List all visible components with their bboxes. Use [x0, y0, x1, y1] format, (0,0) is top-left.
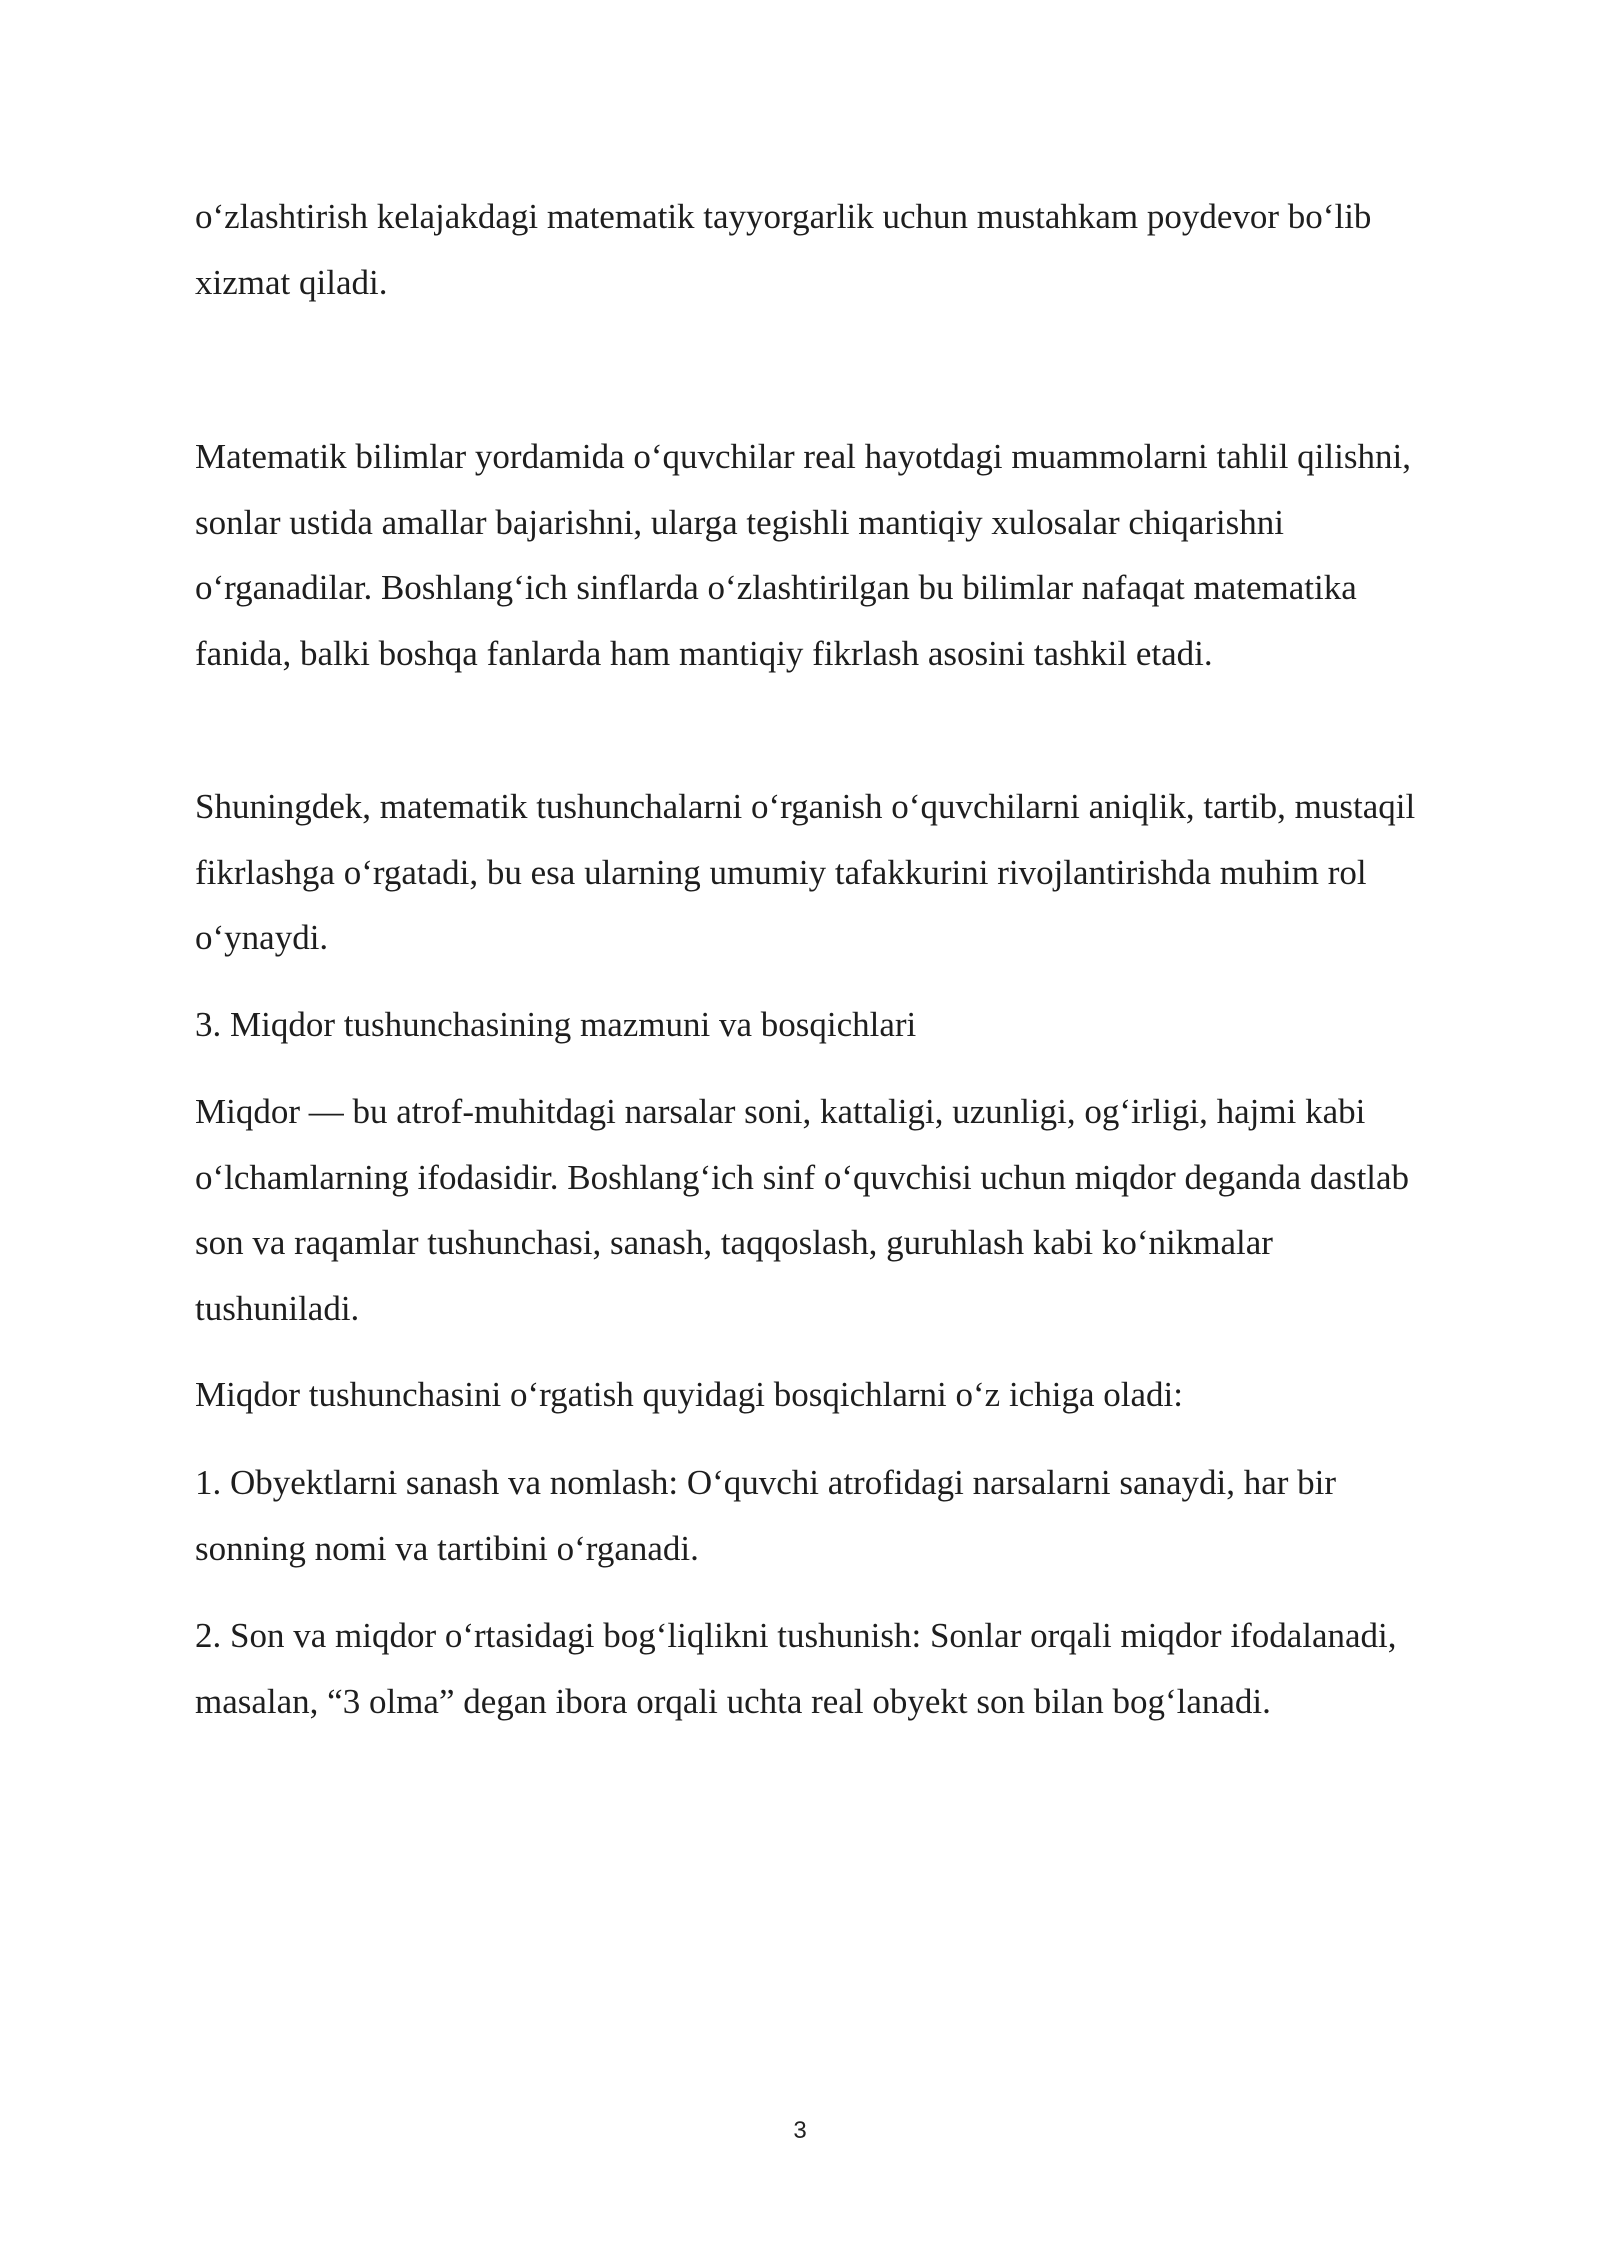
section-heading: 3. Miqdor tushunchasining mazmuni va bosqichlari: [195, 1005, 917, 1044]
paragraph-continuation: o‘zlashtirish kelajakdagi matematik tayyorgarlik uchun mustahkam poydevor bo‘lib xizmat qiladi.: [195, 197, 1372, 302]
paragraph-mathematical-knowledge: Matematik bilimlar yordamida o‘quvchilar real hayotdagi muammolarni tahlil qilishni, sonlar ustida amallar bajarishni, ularga tegishli mantiqiy xulosalar chiqarishni o‘rganadilar. Boshlang‘ich sinflarda o‘zlashtirilgan bu bilimlar nafaqat matematika fanida, balki boshqa fanlarda ham mantiqiy fikrlash asosini tashkil etadi.: [195, 437, 1411, 673]
paragraph-shuningdek: Shuningdek, matematik tushunchalarni o‘rganish o‘quvchilarni aniqlik, tartib, mustaqil fikrlashga o‘rgatadi, bu esa ularning umumiy tafakkurini rivojlantirishda muhim rol o‘ynaydi.: [195, 787, 1416, 957]
paragraph-stages-intro: Miqdor tushunchasini o‘rgatish quyidagi bosqichlarni o‘z ichiga oladi:: [195, 1375, 1183, 1414]
list-item-1: 1. Obyektlarni sanash va nomlash: O‘quvchi atrofidagi narsalarni sanaydi, har bir sonning nomi va tartibini o‘rganadi.: [195, 1463, 1337, 1568]
paragraph-miqdor-definition: Miqdor — bu atrof-muhitdagi narsalar soni, kattaligi, uzunligi, og‘irligi, hajmi kabi o‘lchamlarning ifodasidir. Boshlang‘ich sinf o‘quvchisi uchun miqdor deganda dastlab son va raqamlar tushunchasi, sanash, taqqoslash, guruhlash kabi ko‘nikmalar tushuniladi.: [195, 1092, 1410, 1328]
list-item-2: 2. Son va miqdor o‘rtasidagi bog‘liqlikni tushunish: Sonlar orqali miqdor ifodalanadi, masalan, “3 olma” degan ibora orqali uchta real obyekt son bilan bog‘lanadi.: [195, 1616, 1397, 1721]
page-number: 3: [793, 2117, 807, 2144]
